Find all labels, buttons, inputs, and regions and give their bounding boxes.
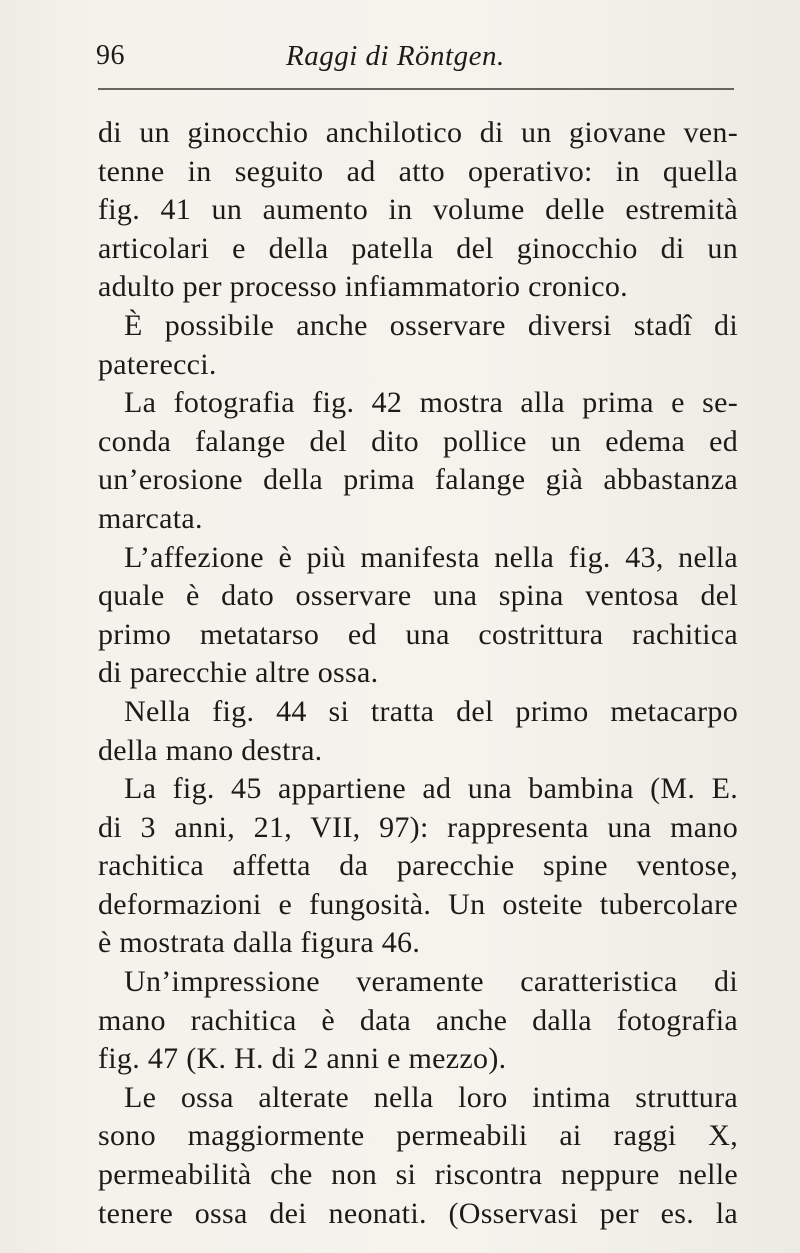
text-line: è mostrata dalla figura 46. bbox=[98, 926, 421, 960]
text-line: di un ginocchio anchilotico di un giovane ven- bbox=[98, 116, 738, 149]
text-line: quale è dato osservare una spina ventosa del bbox=[98, 579, 738, 613]
text-line: adulto per processo infiammatorio cronico. bbox=[98, 270, 628, 304]
text-line: mano rachitica è data anche dalla fotografia bbox=[98, 1003, 738, 1037]
text-line: Le ossa alterate nella loro intima struttura bbox=[124, 1080, 738, 1114]
text-line: sono maggiormente permeabili ai raggi X, bbox=[98, 1119, 738, 1153]
text-line: paterecci. bbox=[98, 347, 217, 381]
text-line: fig. 47 (K. H. di 2 anni e mezzo). bbox=[98, 1042, 507, 1076]
text-line: marcata. bbox=[98, 501, 203, 535]
text-line: della mano destra. bbox=[98, 733, 323, 767]
text-line: di parecchie altre ossa. bbox=[98, 656, 379, 690]
page-number: 96 bbox=[96, 40, 125, 71]
text-line: primo metatarso ed una costrittura rachitica bbox=[98, 617, 738, 651]
text-line: fig. 41 un aumento in volume delle estremità bbox=[98, 193, 738, 227]
header-rule bbox=[98, 88, 734, 90]
running-title: Raggi di Röntgen. bbox=[286, 40, 505, 72]
text-line: La fig. 45 appartiene ad una bambina (M. E. bbox=[124, 772, 738, 806]
text-line: conda falange del dito pollice un edema ed bbox=[98, 424, 738, 458]
text-line: L’affezione è più manifesta nella fig. 43, nella bbox=[124, 540, 738, 574]
text-line: permeabilità che non si riscontra neppure nelle bbox=[98, 1158, 738, 1192]
text-line: La fotografia fig. 42 mostra alla prima e se- bbox=[124, 386, 738, 420]
text-line: rachitica affetta da parecchie spine ventose, bbox=[98, 849, 738, 883]
text-line: È possibile anche osservare diversi stadî di bbox=[124, 308, 738, 342]
text-line: Un’impressione veramente caratteristica di bbox=[124, 965, 738, 999]
text-line: tenne in seguito ad atto operativo: in quella bbox=[98, 154, 738, 188]
body-text bbox=[98, 114, 738, 1233]
page-header bbox=[96, 40, 732, 80]
text-line: tenere ossa dei neonati. (Osservasi per es. la bbox=[98, 1196, 738, 1230]
text-line: Nella fig. 44 si tratta del primo metacarpo bbox=[124, 694, 738, 728]
text-line: di 3 anni, 21, VII, 97): rappresenta una mano bbox=[98, 810, 738, 844]
text-line: deformazioni e fungosità. Un osteite tubercolare bbox=[98, 887, 738, 921]
text-line: articolari e della patella del ginocchio di un bbox=[98, 231, 738, 265]
text-line: un’erosione della prima falange già abbastanza bbox=[98, 463, 738, 497]
